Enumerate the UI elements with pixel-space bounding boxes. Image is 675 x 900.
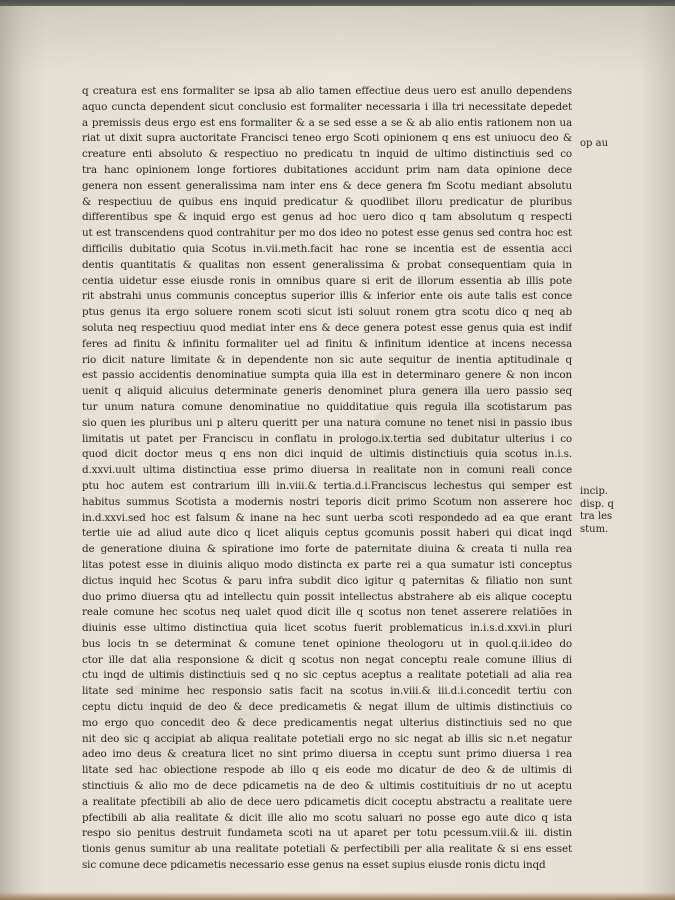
text-line: rio dicit nature limitate & in dependente non sic aute sequitur de inentia aptitudinale q: [82, 353, 572, 366]
text-line: sic comune dece pdicametis necessario esse genus na esset supius eiusde ronis dictu inqd: [82, 859, 546, 872]
margin-note-side: [580, 486, 672, 536]
text-line: q creatura est ens formaliter se ipsa ab alio tamen effectiue deus uero est anullo dependens: [82, 85, 572, 97]
text-line: quod dicit doctor meus q ens non dici inquid de ultimis distinctiuis quia scotus in.i.s.: [82, 448, 572, 461]
text-line: dentis quantitatis & qualitas non essent generalissima & probat consequentiam quia in: [82, 258, 572, 271]
text-line: ctu inqd de ultimis distinctiuis sed q no sic ceptus aceptus a realitate potetiali ad alia rea: [82, 669, 572, 682]
text-line: in.d.xxvi.sed hoc est falsum & inane na hec sunt uerba scoti respondedo ad ea que erant: [82, 511, 572, 524]
text-line: tionis genus sumitur ab una realitate potetiali & perfectibili per alia realitate & si ens esset: [82, 843, 572, 856]
text-line: tra hanc opinionem longe fortiores dubitationes accidunt prim nam data opinione dece: [82, 163, 572, 176]
text-line: d.xxvi.uult ultima distinctiua esse primo diuersa in realitate non in comuni reali conce: [82, 464, 572, 477]
text-line: ctor ille dat alia responsione & dicit q scotus non negat conceptu reale comune illius di: [82, 653, 572, 666]
text-line: tur unum natura comune denominatiue no quidditatiue quis regula illa scotistarum pas: [82, 400, 572, 413]
text-line: ptus genus ita ergo soluere ronem scoti sicut isti soluut ronem gtra scotu dico q neq ab: [82, 306, 572, 319]
text-line: nit deo sic q accipiat ab aliqua realitate potetiali ergo no sic negat ab illis sic n.et negatur: [82, 732, 572, 745]
text-line: dictus inquid hec Scotus & paru infra subdit dico igitur q paternitas & filiatio non sunt: [82, 574, 572, 587]
text-line: creature enti absoluto & respectiuo no predicatu tn inquid de ultimo distinctiuis sed co: [82, 148, 572, 161]
text-line: aquo cuncta dependent sicut conclusio est formaliter necessaria i illa tri necessitate depedet: [82, 100, 572, 113]
text-line: respo sio penitus destruit fundameta scoti na ut aparet per totu pcessum.viii.& iii. distin: [82, 827, 572, 840]
text-line: adeo imo deus & creatura licet no sint primo diuersa in cceptu sunt primo diuersa i rea: [82, 748, 572, 761]
text-line: genera non essent generalissima nam inter ens & dece genera fm Scotu mediant absolutu: [82, 179, 572, 192]
text-line: a premissis deus ergo est ens formaliter & a se sed esse a se & ab alio entis rationem non ua: [82, 116, 572, 129]
text-line: mo ergo quo concedit deo & dece predicamentis negat ulterius distinctiuis sed no que: [82, 716, 572, 729]
margin-note-line: tra les: [580, 511, 613, 522]
text-line: differentibus spe & inquid ergo est genus ad hoc uero dico q tam absolutum q respecti: [82, 211, 572, 224]
text-line: ptu hoc autem est contrarium illi in.viii.& tertia.d.i.Franciscus lechestus qui semper est: [82, 479, 572, 492]
margin-note-line: stum.: [580, 523, 609, 535]
text-line: pfectibili ab alia realitate & dicit ille alio mo scotu saluari no posse ego aute dico q ista: [82, 811, 572, 824]
text-line: litas potest esse in diuinis aliquo modo distincta ex parte rei a qua sumatur isti conceptus: [82, 558, 572, 571]
text-line: riat ut dixit supra auctoritate Francisci teneo ergo Scoti opinionem q ens est uniuocu deo &: [82, 132, 572, 145]
margin-note-line: disp. q: [580, 498, 614, 510]
text-line: est passio accidentis denominatiue sumpta quia illa est in determinaro genere & non incon: [82, 369, 572, 382]
text-line: ut est transcendens quod contrahitur per mo dos ideo no potest esse genus sed contra hoc est: [82, 227, 572, 240]
text-line: a realitate pfectibili ab alio de dece uero pdicametis dicit coceptu abstractu a realitate uere: [82, 795, 572, 808]
text-line: ceptu dictu inquid de deo & dece predicametis & negat illum de ultimis distinctiuis co: [82, 701, 572, 714]
text-line: & respectiuu de quibus ens inquid predicatur & quodlibet illoru predicatur de pluribus: [82, 195, 572, 208]
page-edge: [0, 892, 675, 900]
text-line: diuinis esse ultimo distinctiua quia licet scotus fuerit problematicus in.i.s.d.xxvi.in pluri: [82, 622, 572, 635]
text-line: soluta neq respectiuu quod mediat inter ens & dece genera potest esse genus quia est indif: [82, 321, 572, 334]
text-line: stinctiuis & alio mo de dece pdicametis na de deo & ultimis costituitiuis dr no ut aceptu: [82, 780, 572, 793]
text-line: feres ad finitu & infinitu formaliter uel ad finitu & infinitum identice at incens necessa: [82, 337, 572, 350]
margin-note-top: op au: [580, 138, 609, 149]
text-line: bus locis tn se determinat & comune tenet opinione theologoru ut in quol.q.ii.ideo do: [82, 637, 572, 650]
text-line: difficilis dubitatio quia Scotus in.vii.meth.facit hac rone se incentia est de essentia acci: [82, 242, 572, 255]
text-line: litate sed minime hec responsio satis facit na scotus in.viii.& iii.d.i.concedit tertiu con: [82, 685, 572, 698]
book-page: [0, 6, 675, 900]
text-line: limitatis ut patet per Franciscu in conflatu in prologo.ix.tertia sed dubitatur ulterius i co: [82, 432, 572, 445]
text-line: de generatione diuina & spiratione imo forte de paternitate diuina & creata ti nulla rea: [82, 543, 572, 556]
text-line: reale comune hec scotus neq ualet quod dicit ille q scotus non tenet asserere relatiões in: [82, 606, 572, 619]
text-line: litate sed hac obiectione respode ab illo q eis eode mo dicatur de deo & de ultimis di: [82, 764, 572, 777]
text-line: centia uidetur esse eiusde ronis in omnibus quare si erit de illorum essentia ab illis pote: [82, 274, 572, 287]
text-line: uenit q aliquid alicuius determinate generis denominet plura genera illa uero passio seq: [82, 385, 572, 398]
margin-note-line: incip.: [580, 486, 609, 497]
text-line: habitus summus Scotista a modernis nostri teporis dicit primo Scotum non asserere hoc: [82, 495, 572, 508]
text-line: sio quen ies pluribus uni p alteru queritt per una natura comune no tenet nisi in passio ibus: [82, 416, 572, 429]
text-line: rit abstrahi unus communis conceptus superior illis & inferior ente ois aute talis est conce: [82, 290, 572, 303]
text-line: tertie uie ad aliud aute dico q licet aliquis ceptus gcomunis possit haberi qui dicat inqd: [82, 527, 572, 540]
text-column: [82, 84, 572, 874]
text-line: duo primo diuersa qtu ad intellectu quin possit intellectus abstrahere ab eis alique coceptu: [82, 590, 572, 603]
